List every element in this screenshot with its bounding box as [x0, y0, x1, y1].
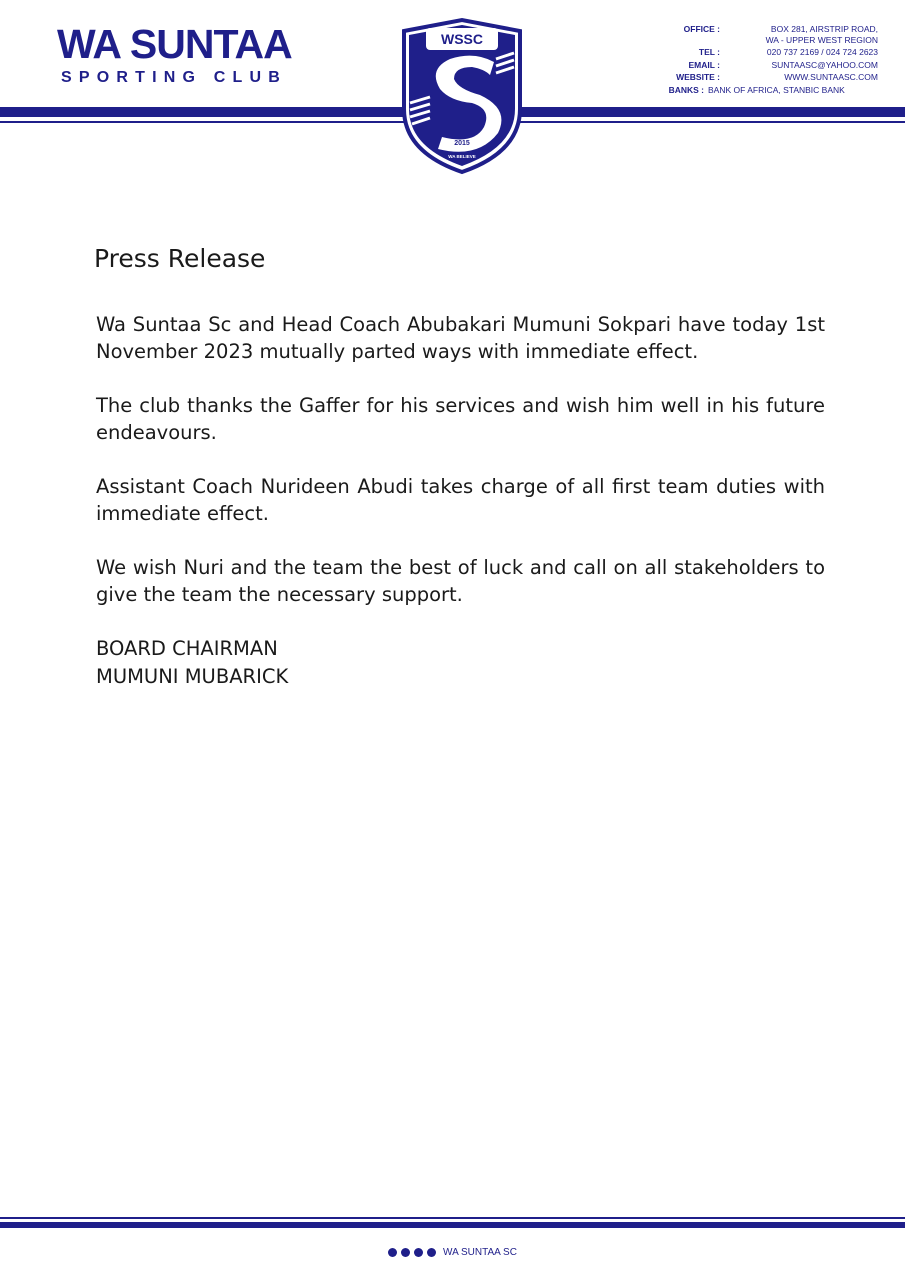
- paragraph-1: Wa Suntaa Sc and Head Coach Abubakari Mumuni Sokpari have today 1st November 2023 mutually parted ways with immediate effect.: [96, 313, 825, 363]
- instagram-icon[interactable]: [388, 1248, 397, 1257]
- paragraph-3: Assistant Coach Nurideen Abudi takes charge of all first team duties with immediate effect.: [96, 475, 825, 525]
- paragraph-4: We wish Nuri and the team the best of luck and call on all stakeholders to give the team the necessary support.: [96, 556, 825, 606]
- club-crest: [400, 17, 524, 175]
- website-value: WWW.SUNTAASC.COM: [784, 72, 878, 82]
- signoff-name: MUMUNI MUBARICK: [96, 665, 289, 688]
- banks-value: BANK OF AFRICA, STANBIC BANK: [708, 84, 845, 95]
- paragraph-2: The club thanks the Gaffer for his services and wish him well in his future endeavours.: [96, 394, 825, 444]
- email-value: SUNTAASC@YAHOO.COM: [771, 59, 878, 70]
- twitter-icon[interactable]: [401, 1248, 410, 1257]
- email-label: EMAIL :: [688, 59, 720, 70]
- tel-value: 020 737 2169 / 024 724 2623: [766, 47, 878, 57]
- signoff-title: BOARD CHAIRMAN: [96, 637, 278, 660]
- facebook-icon[interactable]: [414, 1248, 423, 1257]
- signoff: [96, 635, 825, 691]
- document-title: Press Release: [94, 244, 266, 273]
- document-body: [96, 311, 825, 691]
- footer-rule-thin: [0, 1217, 905, 1219]
- club-subtitle: SPORTING CLUB: [61, 69, 288, 86]
- contact-tel: [668, 47, 878, 58]
- footer-handle: WA SUNTAA SC: [443, 1247, 517, 1258]
- footer-rule-thick: [0, 1222, 905, 1228]
- contact-website: [668, 72, 878, 83]
- website-label: WEBSITE :: [676, 72, 720, 82]
- contact-block: [668, 24, 878, 97]
- office-line-1: BOX 281, AIRSTRIP ROAD,: [770, 24, 878, 34]
- office-label: OFFICE :: [683, 24, 720, 34]
- contact-email: [668, 60, 878, 71]
- footer: [0, 1247, 905, 1258]
- crest-motto: WA BELIEVE: [448, 154, 476, 159]
- office-value: [728, 24, 878, 45]
- office-line-2: WA - UPPER WEST REGION: [765, 34, 878, 45]
- banks-label: BANKS :: [668, 84, 704, 95]
- club-name: WA SUNTAA: [57, 21, 292, 67]
- contact-office: [668, 24, 878, 45]
- tel-label: TEL :: [698, 47, 720, 57]
- youtube-icon[interactable]: [427, 1248, 436, 1257]
- contact-banks: [668, 85, 878, 96]
- crest-year: 2015: [454, 140, 470, 147]
- crest-abbr: WSSC: [441, 31, 483, 47]
